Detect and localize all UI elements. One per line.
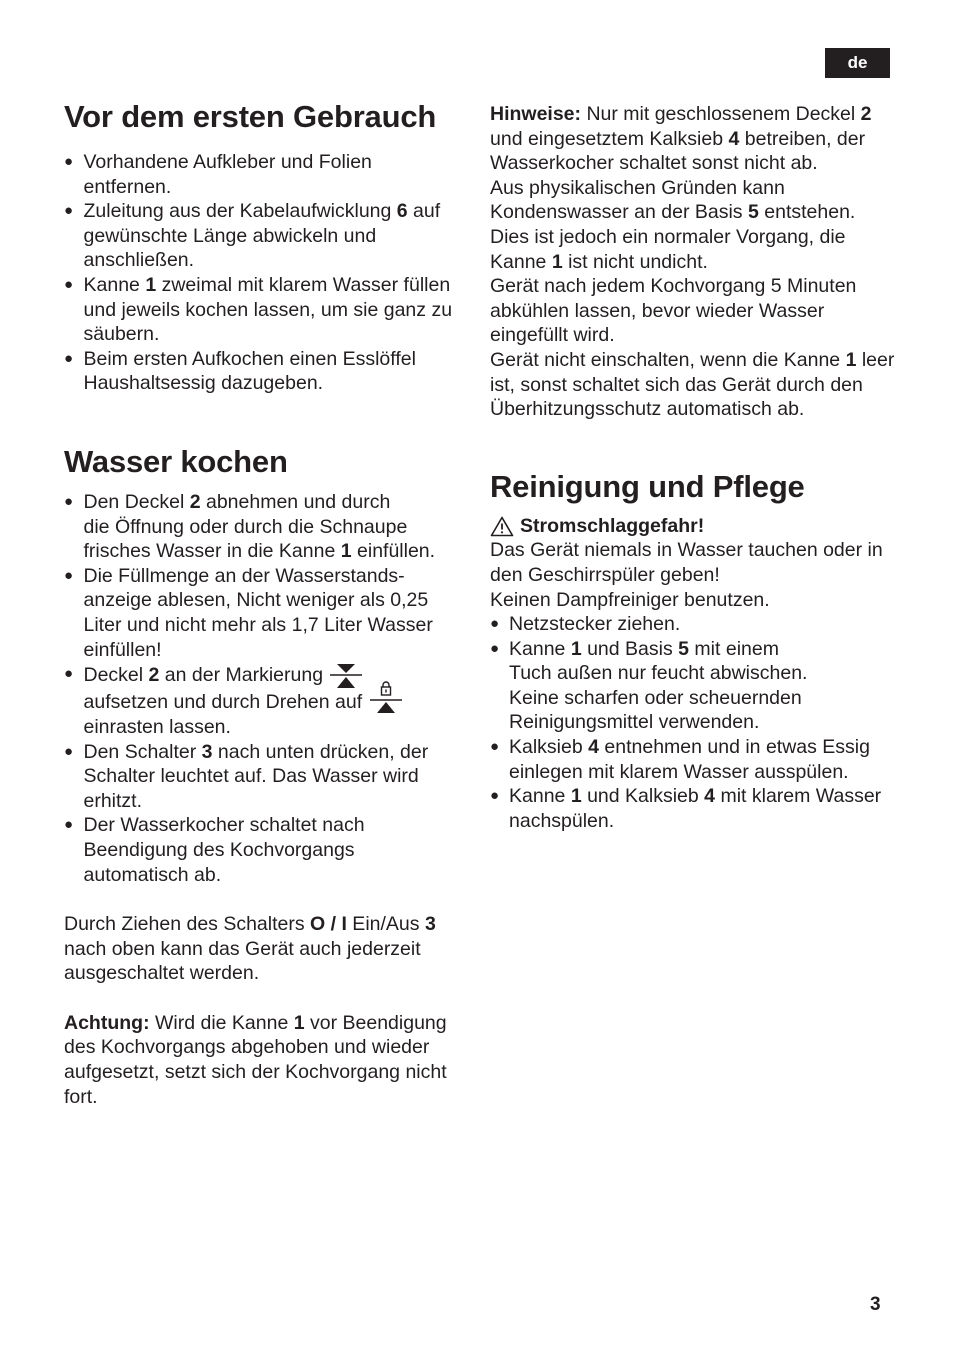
list-item: ● Vorhandene Aufkleber und Folien entfernen. <box>64 150 464 199</box>
cooldown-paragraph: Gerät nach jedem Kochvorgang 5 Minuten abkühlen lassen, bevor wieder Wasser eingefüllt wird. <box>490 275 857 347</box>
left-column <box>64 98 464 1109</box>
boil-water-list <box>64 490 464 887</box>
section-title-cleaning: Reinigung und Pflege <box>490 468 805 504</box>
list-item: ● Netzstecker ziehen. <box>490 612 895 637</box>
warning-text: Stromschlaggefahr! <box>520 514 705 537</box>
list-item: ● Deckel 2 an der Markierung aufsetzen und durch Drehen auf einrasten lassen. <box>64 662 464 739</box>
switch-note: Durch Ziehen des Schalters O / I Ein/Aus 3 nach oben kann das Gerät auch jederzeit ausgeschaltet werden. <box>64 913 436 985</box>
list-item: ● Kanne 1 und Basis 5 mit einem Tuch außen nur feucht abwischen. Keine scharfen oder scheuernden Reinigungsmittel verwenden. <box>490 637 895 735</box>
condensation-paragraph: Aus physikalischen Gründen kann Kondenswasser an der Basis 5 entstehen. Dies ist jedoch ein normaler Vorgang, die Kanne 1 ist nicht undicht. <box>490 176 856 273</box>
notes-paragraph: Hinweise: Nur mit geschlossenem Deckel 2 und eingesetztem Kalksieb 4 betreiben, der Wasserkocher schaltet sonst nicht ab. <box>490 103 872 175</box>
cleaning-list <box>490 612 895 833</box>
lid-marking-icon <box>328 662 364 690</box>
section-title-first-use: Vor dem ersten Gebrauch <box>64 99 437 134</box>
section-title-boil-water: Wasser kochen <box>64 443 288 479</box>
page-number: 3 <box>870 1294 881 1315</box>
list-item: ● Die Füllmenge an der Wasserstands-anzeige ablesen, Nicht weniger als 0,25 Liter und nicht mehr als 1,7 Liter Wasser einfüllen! <box>64 564 464 662</box>
warning-line <box>490 514 895 539</box>
list-item: ● Beim ersten Aufkochen einen Esslöffel Haushaltsessig dazugeben. <box>64 347 464 396</box>
list-item: ● Den Deckel 2 abnehmen und durch die Öffnung oder durch die Schnaupe frisches Wasser in die Kanne 1 einfüllen. <box>64 490 464 564</box>
list-item: ● Kalksieb 4 entnehmen und in etwas Essig einlegen mit klarem Wasser ausspülen. <box>490 735 895 784</box>
right-column <box>490 102 895 833</box>
list-item: ● Zuleitung aus der Kabelaufwicklung 6 auf gewünschte Länge abwickeln und anschließen. <box>64 199 464 273</box>
list-item: ● Kanne 1 zweimal mit klarem Wasser füllen und jeweils kochen lassen, um sie ganz zu säubern. <box>64 273 464 347</box>
first-use-list <box>64 150 464 396</box>
list-item: ● Den Schalter 3 nach unten drücken, der Schalter leuchtet auf. Das Wasser wird erhitzt. <box>64 740 464 814</box>
no-immerse-paragraph: Das Gerät niemals in Wasser tauchen oder in den Geschirrspüler geben! <box>490 539 883 586</box>
list-item: ● Der Wasserkocher schaltet nach Beendigung des Kochvorgangs automatisch ab. <box>64 813 464 887</box>
no-steam-cleaner-paragraph: Keinen Dampfreiniger benutzen. <box>490 588 770 611</box>
warning-triangle-icon <box>490 516 514 537</box>
language-badge: de <box>825 48 890 78</box>
attention-note: Achtung: Wird die Kanne 1 vor Beendigung des Kochvorgangs abgehoben und wieder aufgesetzt, setzt sich der Kochvorgang nicht fort. <box>64 1011 447 1108</box>
lock-marking-icon <box>368 681 404 715</box>
empty-kettle-paragraph: Gerät nicht einschalten, wenn die Kanne 1 leer ist, sonst schaltet sich das Gerät durch den Überhitzungsschutz automatisch ab. <box>490 348 895 421</box>
list-item: ● Kanne 1 und Kalksieb 4 mit klarem Wasser nachspülen. <box>490 784 895 833</box>
